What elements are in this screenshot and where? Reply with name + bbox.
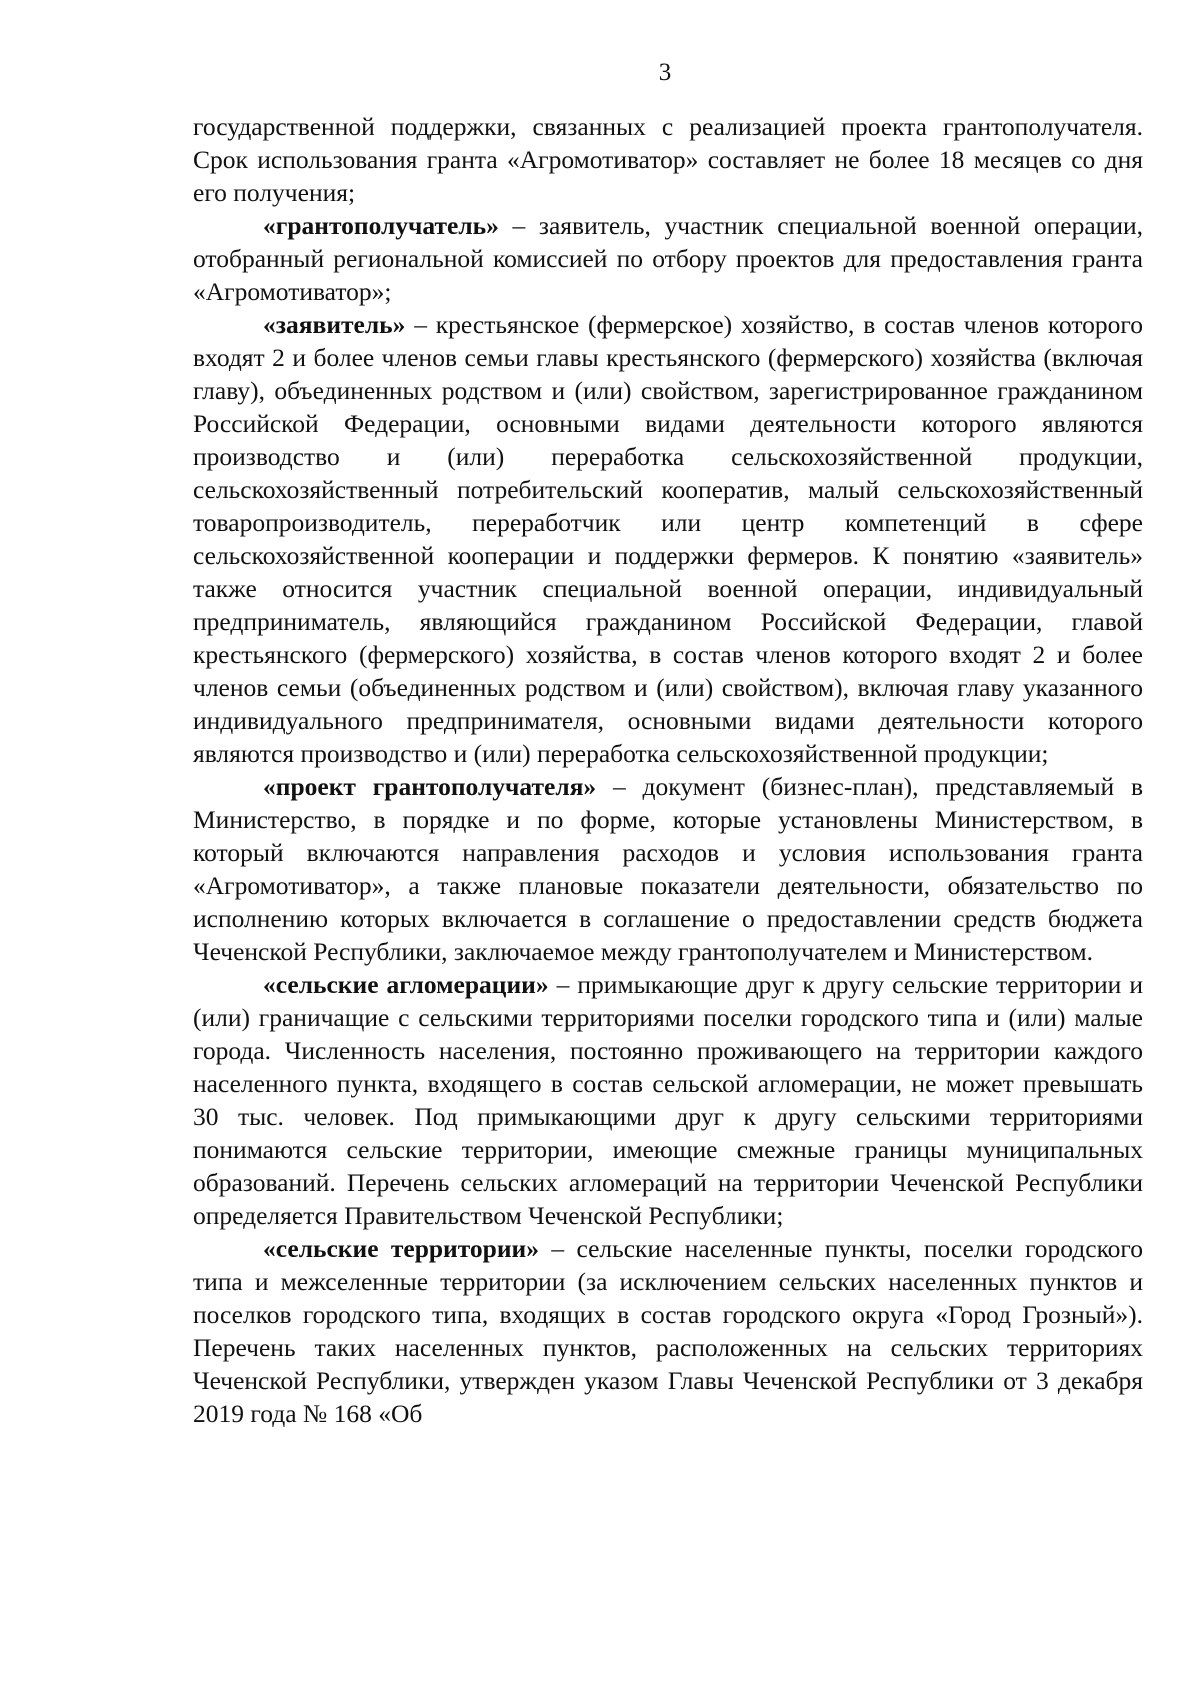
definition-applicant bbox=[193, 308, 1143, 770]
paragraph-text: государственной поддержки, связанных с реализацией проекта грантополучателя. Срок использования гранта «Агромотиватор» составляет не более 18 месяцев со дня его получения; bbox=[193, 112, 1143, 207]
defined-term: «грантополучатель» bbox=[263, 211, 499, 240]
paragraph-continuation bbox=[193, 110, 1143, 209]
document-body bbox=[193, 110, 1143, 1430]
definition-rural-agglomerations bbox=[193, 968, 1143, 1232]
defined-term: «заявитель» bbox=[263, 310, 406, 339]
definition-text: – сельские населенные пункты, поселки городского типа и межселенные территории (за исключением сельских населенных пунктов и поселков городского типа, входящих в состав городского округа «Город Грозный»). Перечень таких населенных пунктов, расположенных на сельских территориях Чеченской Республики, утвержден указом Главы Чеченской Республики от 3 декабря 2019 года № 168 «Об bbox=[193, 1234, 1143, 1428]
defined-term: «проект грантополучателя» bbox=[263, 772, 597, 801]
definition-grantee-project bbox=[193, 770, 1143, 968]
definition-text: – заявитель, участник специальной военной операции, отобранный региональной комиссией по отбору проектов для предоставления гранта «Агромотиватор»; bbox=[193, 211, 1143, 306]
page-number: 3 bbox=[658, 59, 672, 86]
definition-text: – примыкающие друг к другу сельские территории и (или) граничащие с сельскими территориями поселки городского типа и (или) малые города. Численность населения, постоянно проживающего на территории каждого населенного пункта, входящего в состав сельской агломерации, не может превышать 30 тыс. человек. Под примыкающими друг к другу сельскими территориями понимаются сельские территории, имеющие смежные границы муниципальных образований. Перечень сельских агломераций на территории Чеченской Республики определяется Правительством Чеченской Республики; bbox=[193, 970, 1143, 1230]
definition-text: – документ (бизнес-план), представляемый в Министерство, в порядке и по форме, которые установлены Министерством, в который включаются направления расходов и условия использования гранта «Агромотиватор», а также плановые показатели деятельности, обязательство по исполнению которых включается в соглашение о предоставлении средств бюджета Чеченской Республики, заключаемое между грантополучателем и Министерством. bbox=[193, 772, 1143, 966]
definition-text: – крестьянское (фермерское) хозяйство, в состав членов которого входят 2 и более членов семьи главы крестьянского (фермерского) хозяйства (включая главу), объединенных родством и (или) свойством, зарегистрированное гражданином Российской Федерации, основными видами деятельности которого являются производство и (или) переработка сельскохозяйственной продукции, сельскохозяйственный потребительский кооператив, малый сельскохозяйственный товаропроизводитель, переработчик или центр компетенций в сфере сельскохозяйственной кооперации и поддержки фермеров. К понятию «заявитель» также относится участник специальной военной операции, индивидуальный предприниматель, являющийся гражданином Российской Федерации, главой крестьянского (фермерского) хозяйства, в состав членов которого входят 2 и более членов семьи (объединенных родством и (или) свойством), включая главу указанного индивидуального предпринимателя, основными видами деятельности которого являются производство и (или) переработка сельскохозяйственной продукции; bbox=[193, 310, 1143, 768]
definition-rural-territories bbox=[193, 1232, 1143, 1430]
defined-term: «сельские агломерации» bbox=[263, 970, 549, 999]
definition-grantee bbox=[193, 209, 1143, 308]
defined-term: «сельские территории» bbox=[263, 1234, 540, 1263]
